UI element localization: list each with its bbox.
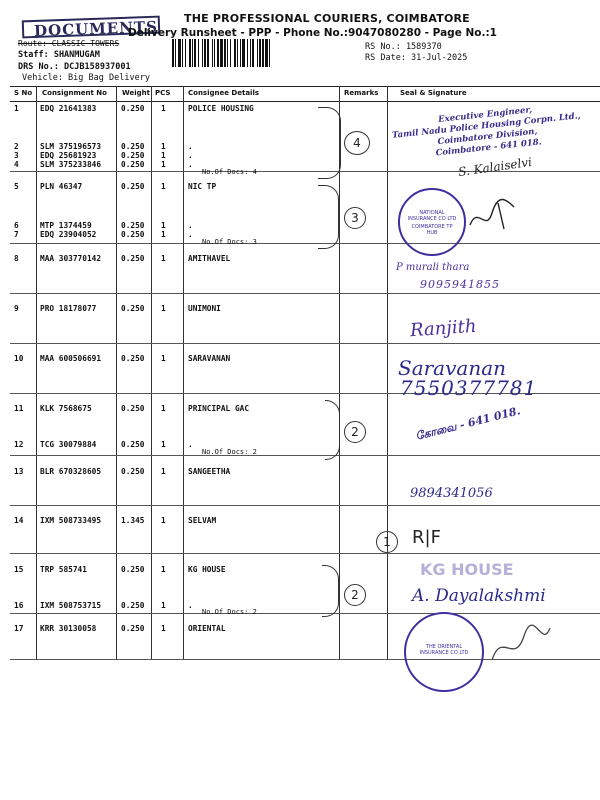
col-divider (183, 86, 184, 660)
row-pcs: 1 (161, 624, 166, 633)
row-divider (10, 343, 600, 344)
row-sno: 3 (14, 151, 19, 160)
docs-count: No.Of Docs: 2 (202, 448, 257, 456)
row-weight: 0.250 (121, 565, 145, 574)
row-pcs: 1 (161, 182, 166, 191)
route-label: Route: CLASSIC TOWERS (18, 39, 120, 48)
row-weight: 0.250 (121, 624, 145, 633)
sangeetha-phone: 9894341056 (410, 486, 493, 501)
row-weight: 0.250 (121, 182, 145, 191)
row-sno: 10 (14, 354, 24, 363)
oriental-seal-text: THE ORIENTAL INSURANCE CO LTD (419, 644, 469, 656)
col-seal: Seal & Signature (400, 89, 467, 97)
docs-count: No.Of Docs: 4 (202, 168, 257, 176)
company-name: THE PROFESSIONAL COURIERS, COIMBATORE (184, 12, 470, 25)
row-consignee: ORIENTAL (188, 624, 226, 633)
row-sno: 15 (14, 565, 24, 574)
kg-house-signature: A. Dayalakshmi (412, 586, 546, 606)
col-consignee: Consignee Details (188, 89, 260, 97)
docs-count: No.Of Docs: 3 (202, 238, 257, 246)
row-pcs: 1 (161, 142, 166, 151)
row-sno: 1 (14, 104, 19, 113)
group-brace (322, 565, 339, 617)
row-sno: 4 (14, 160, 19, 169)
row-pcs: 1 (161, 565, 166, 574)
saravanan-name: Saravanan (398, 356, 507, 380)
row-consignee: . (188, 160, 193, 169)
row-pcs: 1 (161, 601, 166, 610)
row-weight: 0.250 (121, 230, 145, 239)
row-pcs: 1 (161, 404, 166, 413)
col-remarks: Remarks (344, 89, 379, 97)
row-consignee: UNIMONI (188, 304, 221, 313)
row-consignee: . (188, 221, 193, 230)
row-consignment-no: KRR 30130058 (40, 624, 97, 633)
rs-date: RS Date: 31-Jul-2025 (365, 53, 468, 63)
remark-circle: 1 (376, 531, 398, 553)
table-header (10, 86, 600, 102)
row-pcs: 1 (161, 516, 166, 525)
runsheet-title: Delivery Runsheet - PPP - Phone No.:9047080280 - Page No.:1 (128, 27, 497, 39)
row-sno: 2 (14, 142, 19, 151)
group-brace (325, 400, 340, 460)
col-divider (36, 86, 37, 660)
row-weight: 0.250 (121, 404, 145, 413)
nic-seal-text: NATIONAL INSURANCE CO LTD (407, 210, 457, 222)
group-brace (318, 185, 339, 249)
row-consignment-no: MAA 600506691 (40, 354, 102, 363)
row-sno: 8 (14, 254, 19, 263)
row-consignment-no: PRO 18178077 (40, 304, 97, 313)
row-pcs: 1 (161, 104, 166, 113)
remark-circle: 4 (344, 131, 370, 155)
amithavel-phone: 9095941855 (420, 278, 500, 291)
row-consignee: . (188, 151, 193, 160)
row-weight: 0.250 (121, 221, 145, 230)
row-consignment-no: TCG 30079884 (40, 440, 97, 449)
nic-signature (468, 195, 518, 235)
staff-label: Staff: SHANMUGAM (18, 50, 100, 60)
row-sno: 12 (14, 440, 24, 449)
amithavel-name: P murali thara (396, 262, 470, 273)
row-consignee: SANGEETHA (188, 467, 231, 476)
col-divider (339, 86, 340, 660)
row-sno: 11 (14, 404, 24, 413)
row-pcs: 1 (161, 230, 166, 239)
col-divider (116, 86, 117, 660)
saravanan-phone: 7550377781 (400, 376, 538, 400)
col-divider (387, 86, 388, 660)
row-sno: 14 (14, 516, 24, 525)
row-weight: 0.250 (121, 151, 145, 160)
col-sno: S No (14, 89, 33, 97)
row-weight: 0.250 (121, 354, 145, 363)
row-consignee: . (188, 440, 193, 449)
row-divider (10, 553, 600, 554)
row-divider (10, 505, 600, 506)
row-pcs: 1 (161, 151, 166, 160)
row-consignee: KG HOUSE (188, 565, 226, 574)
remark-circle: 3 (344, 207, 366, 229)
oriental-signature (488, 620, 558, 670)
row-consignment-no: PLN 46347 (40, 182, 83, 191)
row-divider (10, 243, 600, 244)
nic-seal-inner-text: COIMBATORE TP HUB (411, 224, 453, 236)
docs-count: No.Of Docs: 2 (202, 608, 257, 616)
row-consignment-no: IXM 508753715 (40, 601, 102, 610)
remark-circle: 2 (344, 421, 366, 443)
row-consignee: . (188, 230, 193, 239)
row-consignment-no: EDQ 25681923 (40, 151, 97, 160)
row-consignee: NIC TP (188, 182, 217, 191)
row-divider (10, 455, 600, 456)
col-consignment: Consignment No (42, 89, 107, 97)
row-consignee: SARAVANAN (188, 354, 231, 363)
row-weight: 0.250 (121, 160, 145, 169)
row-pcs: 1 (161, 304, 166, 313)
row-weight: 0.250 (121, 467, 145, 476)
row-weight: 1.345 (121, 516, 145, 525)
drs-number: DRS No.: DCJB158937001 (18, 62, 131, 72)
row-pcs: 1 (161, 221, 166, 230)
row-pcs: 1 (161, 440, 166, 449)
row-weight: 0.250 (121, 440, 145, 449)
row-sno: 13 (14, 467, 24, 476)
row-divider (10, 293, 600, 294)
remark-rf: R|F (412, 527, 441, 548)
row-weight: 0.250 (121, 142, 145, 151)
barcode (172, 39, 358, 67)
row-weight: 0.250 (121, 104, 145, 113)
row-consignment-no: TRP 585741 (40, 565, 87, 574)
barcode-bar (270, 39, 272, 67)
row-sno: 6 (14, 221, 19, 230)
row-consignee: . (188, 601, 193, 610)
row-pcs: 1 (161, 354, 166, 363)
row-consignment-no: MAA 303770142 (40, 254, 102, 263)
remark-circle: 2 (344, 584, 366, 606)
row-consignment-no: SLM 375196573 (40, 142, 102, 151)
row-consignee: . (188, 142, 193, 151)
row-divider (10, 613, 600, 614)
row-consignment-no: SLM 375233846 (40, 160, 102, 169)
row-weight: 0.250 (121, 304, 145, 313)
gac-seal: கோவை - 641 018. (414, 404, 522, 443)
documents-stamp: DOCUMENTS (22, 16, 161, 39)
row-sno: 5 (14, 182, 19, 191)
row-consignee: POLICE HOUSING (188, 104, 254, 113)
rs-number: RS No.: 1589370 (365, 42, 442, 52)
unimoni-signature: Ranjith (409, 315, 478, 342)
row-weight: 0.250 (121, 601, 145, 610)
police-signature: S. Kalaiselvi (457, 154, 533, 180)
row-consignment-no: EDQ 23904052 (40, 230, 97, 239)
row-consignment-no: IXM 508733495 (40, 516, 102, 525)
row-consignment-no: KLK 7568675 (40, 404, 92, 413)
nic-seal (398, 188, 466, 256)
row-sno: 9 (14, 304, 19, 313)
row-weight: 0.250 (121, 254, 145, 263)
row-consignment-no: EDQ 21641383 (40, 104, 97, 113)
row-consignment-no: BLR 670328605 (40, 467, 102, 476)
row-sno: 7 (14, 230, 19, 239)
oriental-insurance-seal (404, 612, 484, 692)
vehicle-label: Vehicle: Big Bag Delivery (22, 73, 150, 83)
row-pcs: 1 (161, 254, 166, 263)
row-pcs: 1 (161, 160, 166, 169)
row-sno: 17 (14, 624, 24, 633)
row-consignee: PRINCIPAL GAC (188, 404, 250, 413)
police-housing-seal: Executive Engineer, Tamil Nadu Police Housing Corpn. Ltd., Coimbatore Division, Coimbatore - 641 018. (391, 105, 582, 159)
col-pcs: PCS (155, 89, 171, 97)
row-consignee: SELVAM (188, 516, 217, 525)
row-consignee: AMITHAVEL (188, 254, 231, 263)
col-weight: Weight (122, 89, 150, 97)
row-pcs: 1 (161, 467, 166, 476)
group-brace (318, 107, 341, 179)
row-consignment-no: MTP 1374459 (40, 221, 92, 230)
kg-house-stamp: KG HOUSE (420, 560, 514, 579)
col-divider (151, 86, 152, 660)
row-sno: 16 (14, 601, 24, 610)
